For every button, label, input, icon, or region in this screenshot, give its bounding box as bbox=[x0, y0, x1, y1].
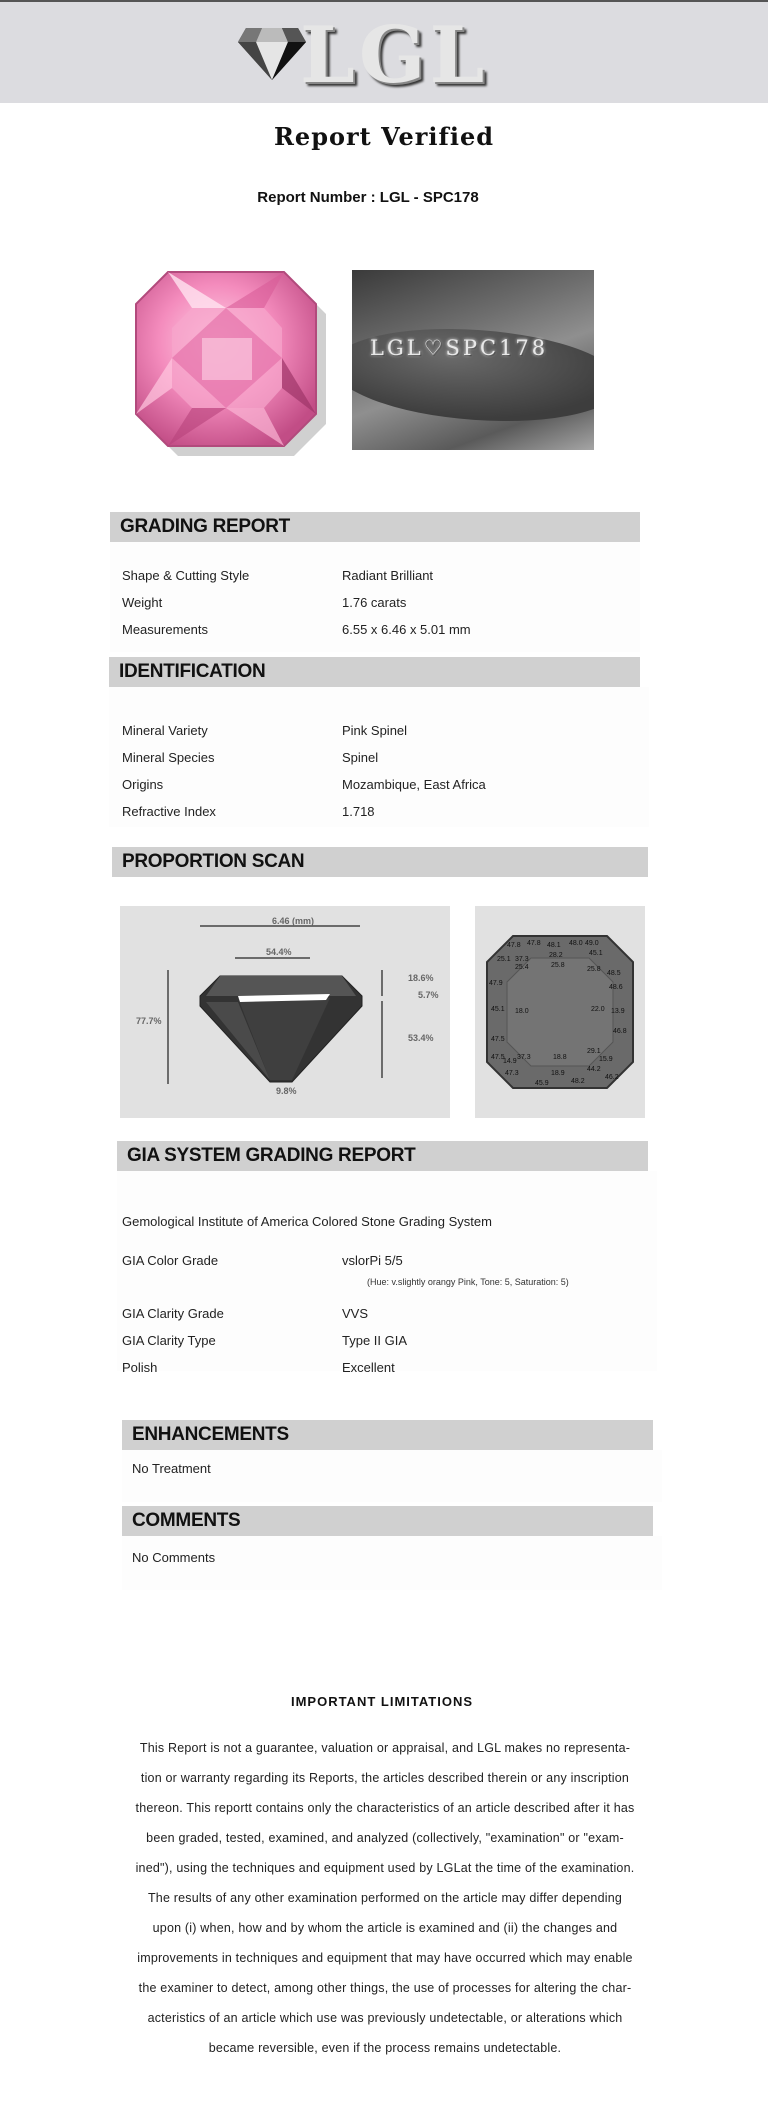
limitations-body bbox=[118, 1733, 652, 2063]
limitations-line: ined"), using the techniques and equipment used by LGLat the time of the examination. bbox=[135, 1861, 635, 1875]
refractive-index-label: Refractive Index bbox=[122, 804, 216, 819]
top-view-value: 25.1 bbox=[497, 956, 511, 963]
top-view-value: 22.0 bbox=[591, 1006, 605, 1013]
grading-report-heading: GRADING REPORT bbox=[120, 516, 290, 537]
enhancements-heading: ENHANCEMENTS bbox=[132, 1424, 289, 1445]
polish-label: Polish bbox=[122, 1360, 158, 1375]
limitations-line: thereon. This reportt contains only the characteristics of an article described after it has bbox=[135, 1801, 635, 1815]
top-view-value: 44.2 bbox=[587, 1066, 601, 1073]
top-view-value: 46.2 bbox=[605, 1074, 619, 1081]
gia-color-label: GIA Color Grade bbox=[122, 1253, 219, 1268]
limitations-line: acteristics of an article which use was previously undetectable, or alterations which bbox=[147, 2011, 623, 2025]
profile-table: 54.4% bbox=[266, 947, 292, 957]
profile-crown: 18.6% bbox=[408, 973, 434, 983]
identification-heading: IDENTIFICATION bbox=[119, 661, 266, 682]
origins-label: Origins bbox=[122, 777, 164, 792]
diamond-icon bbox=[236, 24, 308, 82]
origins-value: Mozambique, East Africa bbox=[342, 777, 486, 792]
page-title: Report Verified bbox=[273, 122, 495, 151]
mineral-variety-value: Pink Spinel bbox=[342, 723, 408, 738]
mineral-species-label: Mineral Species bbox=[122, 750, 215, 765]
weight-label: Weight bbox=[122, 595, 163, 610]
limitations-line: This Report is not a guarantee, valuation or appraisal, and LGL makes no representa- bbox=[139, 1741, 631, 1755]
profile-width: 6.46 (mm) bbox=[272, 916, 315, 926]
polish-value: Excellent bbox=[342, 1360, 395, 1375]
gia-clarity-grade-value: VVS bbox=[342, 1306, 369, 1321]
proportion-scan-heading: PROPORTION SCAN bbox=[122, 851, 305, 872]
top-view-value: 13.9 bbox=[611, 1008, 625, 1015]
top-view-value: 18.9 bbox=[551, 1070, 565, 1077]
top-view-value: 15.9 bbox=[599, 1056, 613, 1063]
top-view-value: 48.2 bbox=[571, 1078, 585, 1085]
comments-header bbox=[122, 1506, 653, 1536]
top-view-value: 28.2 bbox=[549, 952, 563, 959]
profile-pavilion: 53.4% bbox=[408, 1033, 434, 1043]
measurements-value: 6.55 x 6.46 x 5.01 mm bbox=[342, 622, 471, 637]
mineral-variety-label: Mineral Variety bbox=[122, 723, 208, 738]
limitations-line: been graded, tested, examined, and analyzed (collectively, "examination" or "exam- bbox=[146, 1831, 624, 1845]
top-view-value: 18.8 bbox=[553, 1054, 567, 1061]
weight-value: 1.76 carats bbox=[342, 595, 407, 610]
top-view-value: 45.1 bbox=[491, 1006, 505, 1013]
grading-report-header bbox=[110, 512, 640, 542]
gia-system-header bbox=[117, 1141, 648, 1171]
limitations-line: the examiner to detect, among other things, the use of processes for altering the char- bbox=[138, 1981, 632, 1995]
report-number: Report Number : LGL - SPC178 bbox=[257, 189, 479, 206]
top-view-value: 47.8 bbox=[527, 940, 541, 947]
top-view-value: 49.0 bbox=[585, 940, 599, 947]
top-view-value: 25.8 bbox=[587, 966, 601, 973]
gia-clarity-type-value: Type II GIA bbox=[342, 1333, 408, 1348]
grading-report-panel bbox=[110, 542, 640, 652]
gia-intro: Gemological Institute of America Colored Stone Grading System bbox=[122, 1214, 492, 1229]
comments-heading: COMMENTS bbox=[132, 1510, 241, 1531]
gia-system-heading: GIA SYSTEM GRADING REPORT bbox=[127, 1145, 416, 1166]
shape-label: Shape & Cutting Style bbox=[122, 568, 250, 583]
top-view-value: 48.6 bbox=[609, 984, 623, 991]
top-view-value: 14.9 bbox=[503, 1058, 517, 1065]
gia-color-value: vslorPi 5/5 bbox=[342, 1253, 403, 1268]
top-view-value: 48.0 bbox=[569, 940, 583, 947]
identification-panel bbox=[109, 687, 649, 827]
enhancements-header bbox=[122, 1420, 653, 1450]
girdle-inscription-photo bbox=[352, 270, 594, 450]
enhancements-panel bbox=[122, 1450, 662, 1502]
top-view-value: 47.9 bbox=[489, 980, 503, 987]
top-view-value: 25.8 bbox=[551, 962, 565, 969]
enhancements-text: No Treatment bbox=[132, 1461, 211, 1476]
inscription-text: LGL♡SPC178 bbox=[370, 336, 549, 360]
top-view-diagram bbox=[475, 906, 645, 1118]
gia-clarity-grade-label: GIA Clarity Grade bbox=[122, 1306, 224, 1321]
profile-culet: 9.8% bbox=[276, 1086, 297, 1096]
profile-girdle: 5.7% bbox=[418, 990, 439, 1000]
shape-value: Radiant Brilliant bbox=[342, 568, 434, 583]
top-view-value: 48.5 bbox=[607, 970, 621, 977]
identification-header bbox=[109, 657, 640, 687]
top-view-value: 18.0 bbox=[515, 1008, 529, 1015]
top-view-value: 25.4 bbox=[515, 964, 529, 971]
lgl-logo[interactable] bbox=[230, 10, 490, 101]
gem-photo bbox=[132, 268, 328, 458]
limitations-line: improvements in techniques and equipment that may have occurred which may enable bbox=[137, 1951, 633, 1965]
gia-system-panel bbox=[117, 1171, 657, 1375]
top-view-value: 37.3 bbox=[517, 1054, 531, 1061]
top-view-value: 46.8 bbox=[613, 1028, 627, 1035]
limitations-line: became reversible, even if the process remains undetectable. bbox=[208, 2041, 562, 2055]
top-view-value: 47.3 bbox=[505, 1070, 519, 1077]
mineral-species-value: Spinel bbox=[342, 750, 379, 765]
profile-diagram bbox=[120, 906, 450, 1118]
top-view-value: 45.9 bbox=[535, 1080, 549, 1087]
top-view-value: 45.1 bbox=[589, 950, 603, 957]
refractive-index-value: 1.718 bbox=[342, 804, 375, 819]
limitations-line: The results of any other examination performed on the article may differ depending bbox=[147, 1891, 623, 1905]
limitations-line: tion or warranty regarding its Reports, the articles described therein or any inscription bbox=[140, 1771, 630, 1785]
comments-panel bbox=[122, 1536, 662, 1590]
top-view-value: 37.3 bbox=[515, 956, 529, 963]
measurements-label: Measurements bbox=[122, 622, 208, 637]
limitations-line: upon (i) when, how and by whom the article is examined and (ii) the changes and bbox=[152, 1921, 618, 1935]
proportion-scan-header bbox=[112, 847, 648, 877]
gia-color-note: (Hue: v.slightly orangy Pink, Tone: 5, Saturation: 5) bbox=[367, 1277, 569, 1287]
gia-clarity-type-label: GIA Clarity Type bbox=[122, 1333, 216, 1348]
top-view-value: 29.1 bbox=[587, 1048, 601, 1055]
top-view-value: 47.5 bbox=[491, 1054, 505, 1061]
top-view-value: 47.5 bbox=[491, 1036, 505, 1043]
profile-total-depth: 77.7% bbox=[136, 1016, 162, 1026]
logo-text: LGL bbox=[300, 10, 489, 101]
top-view-value: 48.1 bbox=[547, 942, 561, 949]
limitations-title: IMPORTANT LIMITATIONS bbox=[290, 1694, 474, 1709]
comments-text: No Comments bbox=[132, 1550, 216, 1565]
top-view-value: 47.8 bbox=[507, 942, 521, 949]
header-banner bbox=[0, 2, 768, 103]
